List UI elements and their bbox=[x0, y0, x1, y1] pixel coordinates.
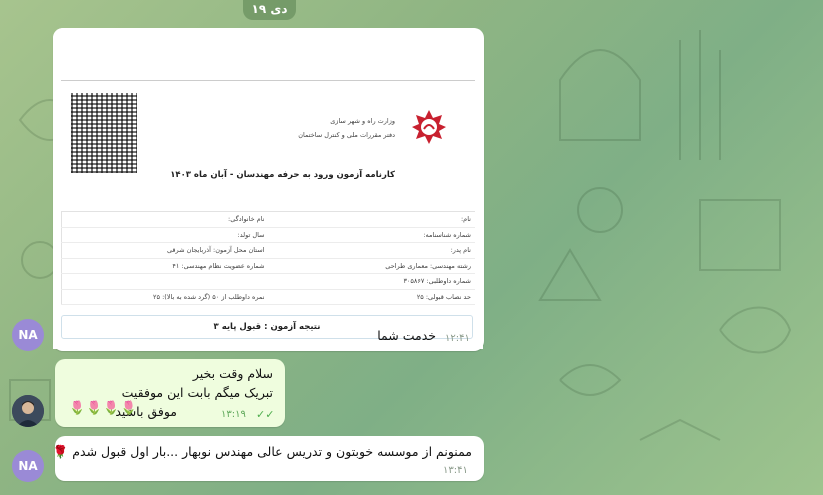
tulip-emoji: 🌷🌷🌷🌷 bbox=[69, 401, 138, 416]
report-row bbox=[61, 290, 475, 306]
report-cell-left: شماره عضویت نظام مهندسی: ۴۱ bbox=[61, 259, 269, 274]
message-text-line: تبریک میگم بابت این موفقیت bbox=[121, 385, 273, 400]
message-bubble-incoming[interactable] bbox=[52, 436, 484, 481]
report-cell-left: نام خانوادگی: bbox=[61, 212, 269, 227]
report-row bbox=[61, 243, 475, 259]
message-text-line: موفق باشید bbox=[115, 404, 177, 419]
message-time: ۱۲:۴۱ bbox=[445, 333, 470, 344]
report-title: کارنامه آزمون ورود به حرفه مهندسان - آبان ماه ۱۴۰۳ bbox=[170, 170, 395, 180]
exam-report-card bbox=[61, 80, 475, 346]
message-time: ۱۳:۱۹ bbox=[221, 409, 246, 420]
report-grid bbox=[61, 211, 475, 304]
read-check-icon: ✓✓ bbox=[256, 408, 275, 421]
report-cell-right: حد نصاب قبولی: ۲۵ bbox=[416, 292, 471, 301]
report-row bbox=[61, 228, 475, 244]
avatar[interactable]: NA bbox=[12, 450, 44, 482]
message-text: ممنونم از موسسه خوبتون و تدریس عالی مهندس نوبهار ...بار اول قبول شدم 🌹 bbox=[52, 444, 472, 459]
message-text-line: سلام وقت بخیر bbox=[192, 366, 273, 381]
message-bubble-document[interactable] bbox=[53, 28, 484, 351]
report-row bbox=[61, 274, 475, 290]
avatar[interactable]: NA bbox=[12, 319, 44, 351]
office-name: دفتر مقررات ملی و کنترل ساختمان bbox=[298, 131, 395, 139]
message-bubble-outgoing[interactable] bbox=[55, 359, 285, 427]
qr-code bbox=[71, 93, 137, 173]
report-cell-right: شماره داوطلبی: ۳۰۵۸۶۷ bbox=[403, 277, 471, 285]
document-image[interactable] bbox=[53, 28, 483, 349]
report-cell-left bbox=[61, 274, 269, 289]
report-cell-left: نمره داوطلب از ۵۰ (گرد شده به بالا): ۲۵ bbox=[61, 290, 269, 305]
ministry-logo-icon bbox=[411, 109, 447, 145]
report-cell-left: سال تولد: bbox=[61, 228, 269, 243]
message-caption: خدمت شما bbox=[377, 328, 436, 343]
report-cell-right: شماره شناسنامه: bbox=[423, 230, 471, 239]
date-chip: ۱۹ دی bbox=[243, 0, 296, 20]
report-cell-right: نام: bbox=[460, 215, 471, 223]
report-cell-right: رشته مهندسی: معماری طراحی bbox=[385, 261, 471, 270]
report-row bbox=[61, 212, 475, 228]
report-row bbox=[61, 259, 475, 275]
message-time: ۱۳:۴۱ bbox=[443, 465, 468, 476]
user-photo-icon bbox=[12, 395, 44, 427]
avatar[interactable] bbox=[12, 395, 44, 427]
report-cell-left: استان محل آزمون: آذربایجان شرقی bbox=[61, 243, 269, 258]
exam-result: نتیجه آزمون : قبول پایه ۳ bbox=[61, 315, 473, 339]
ministry-name: وزارت راه و شهر سازی bbox=[330, 117, 395, 125]
report-cell-right: نام پدر: bbox=[450, 246, 471, 254]
